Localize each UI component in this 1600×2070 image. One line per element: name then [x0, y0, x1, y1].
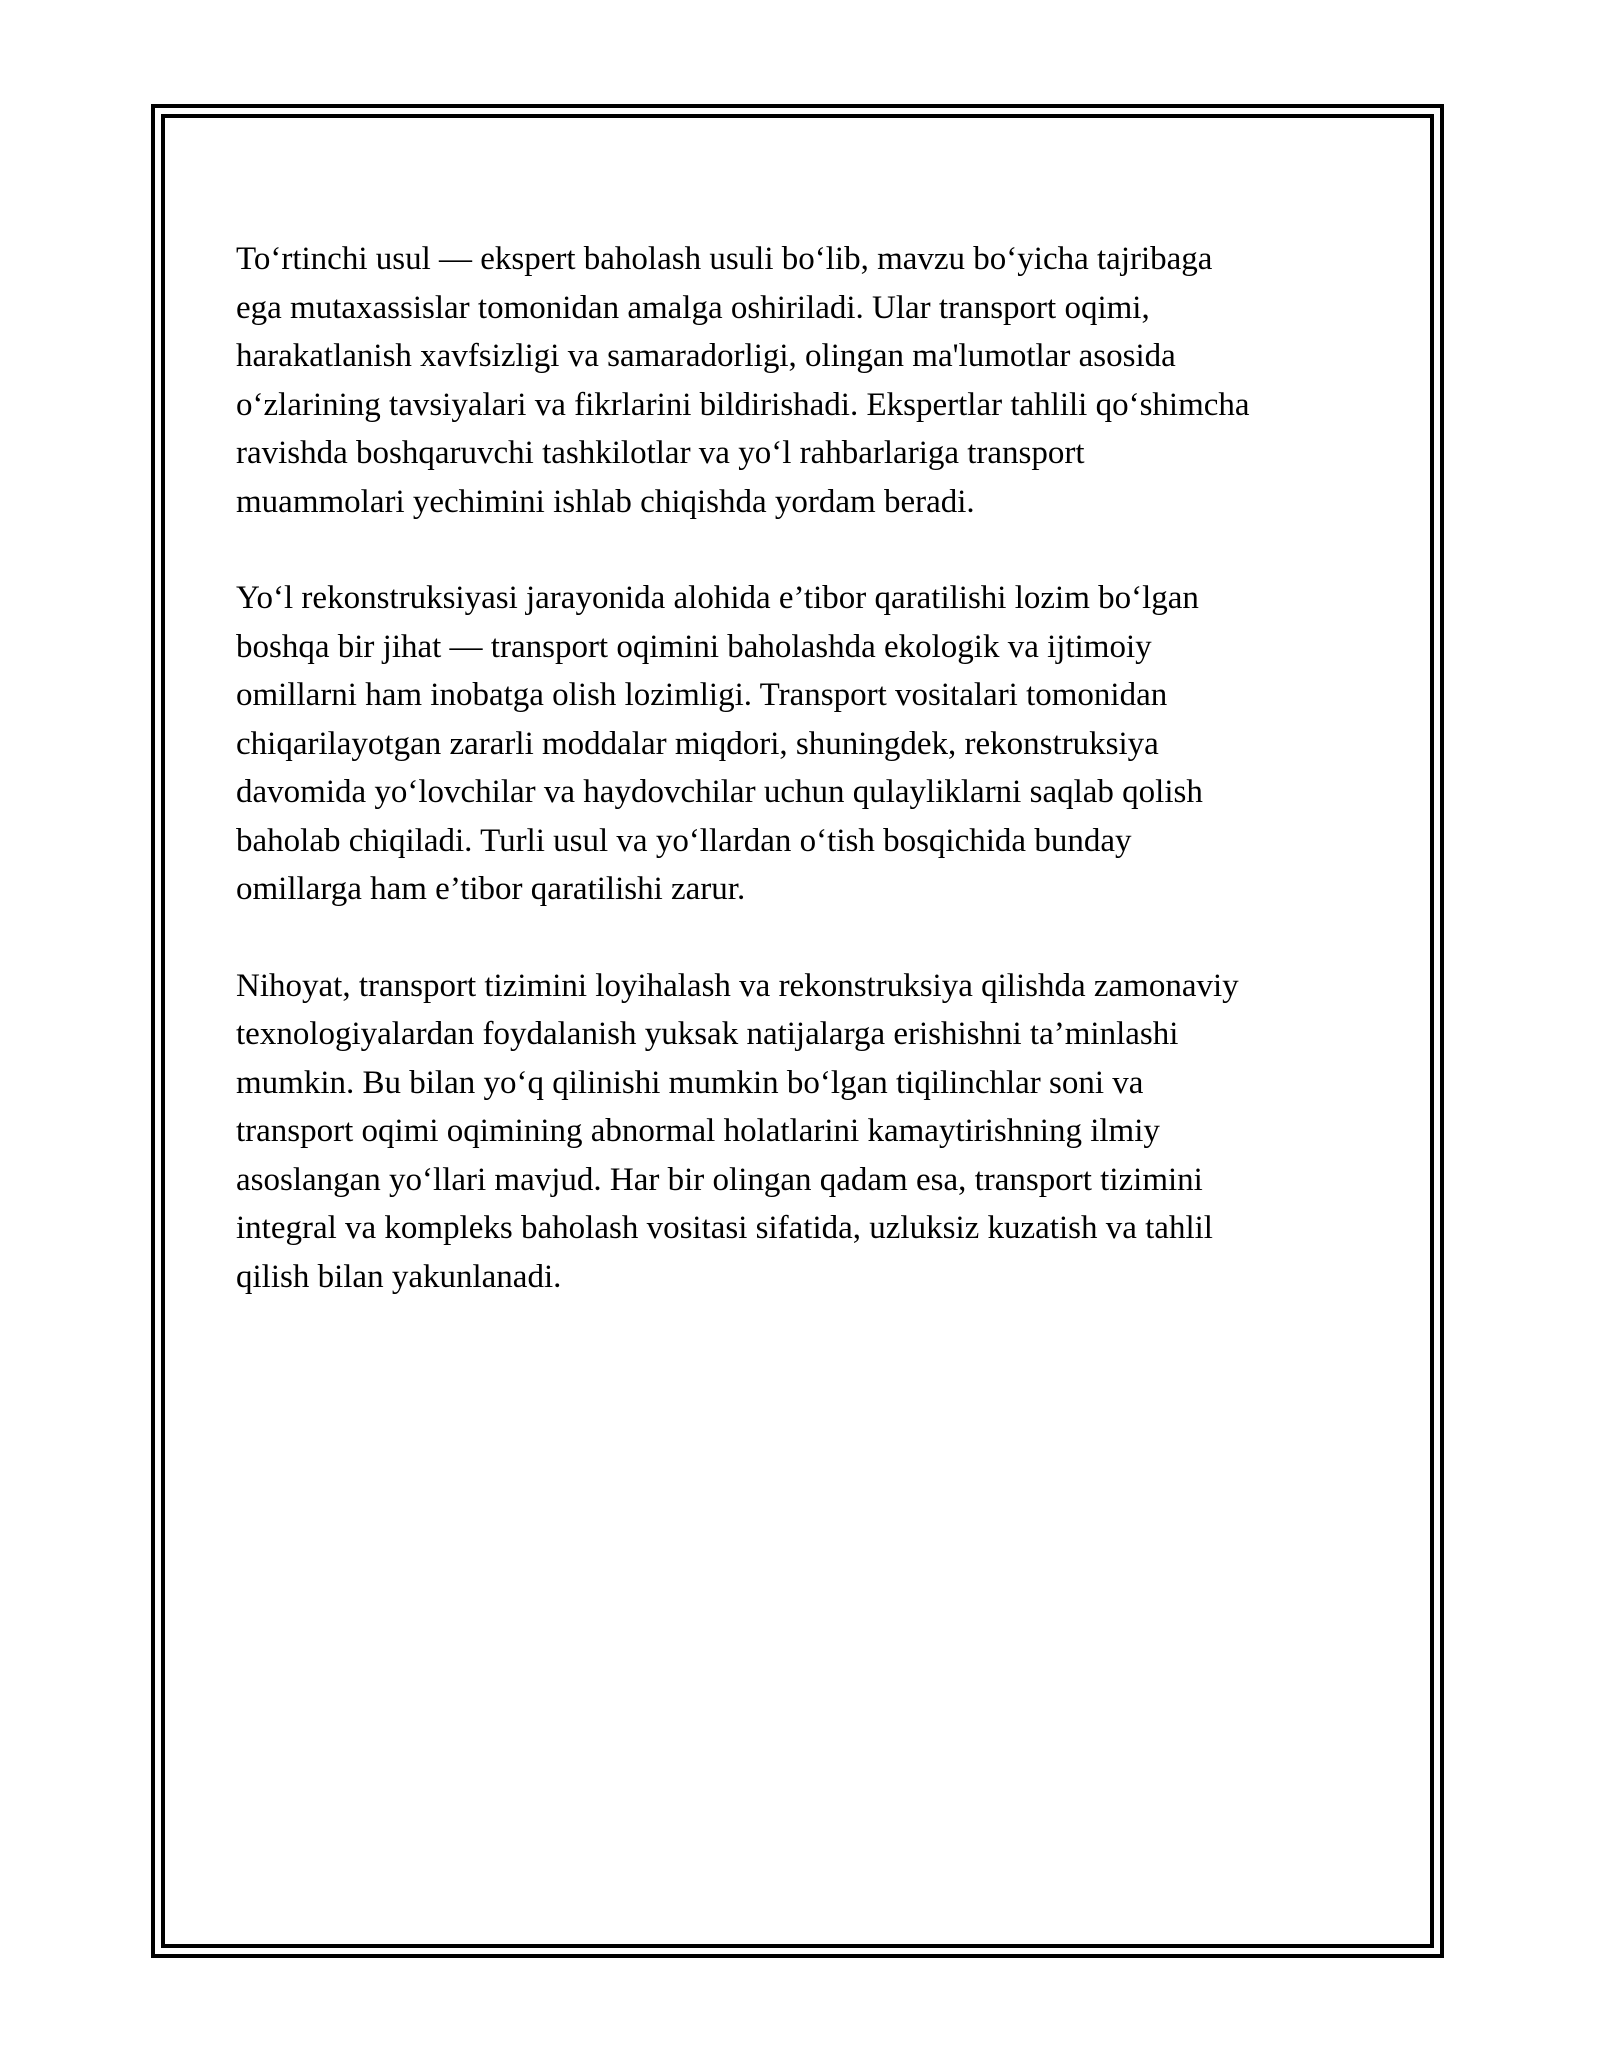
paragraph-2	[236, 574, 1376, 914]
text-line: muammolari yechimini ishlab chiqishda yordam beradi.	[236, 483, 975, 520]
text-line: baholab chiqiladi. Turli usul va yo‘llardan o‘tish bosqichida bunday	[236, 822, 1132, 859]
text-line: mumkin. Bu bilan yo‘q qilinishi mumkin bo‘lgan tiqilinchlar soni va	[236, 1064, 1144, 1101]
text-line: omillarni ham inobatga olish lozimligi. Transport vositalari tomonidan	[236, 677, 1168, 713]
text-line: To‘rtinchi usul — ekspert baholash usuli bo‘lib, mavzu bo‘yicha tajribaga	[236, 241, 1213, 277]
text-line: ravishda boshqaruvchi tashkilotlar va yo‘l rahbarlariga transport	[236, 435, 1085, 471]
paragraph-3	[236, 962, 1376, 1302]
text-line: boshqa bir jihat — transport oqimini baholashda ekologik va ijtimoiy	[236, 628, 1152, 665]
text-line: Nihoyat, transport tizimini loyihalash va rekonstruksiya qilishda zamonaviy	[236, 967, 1239, 1004]
text-line: transport oqimi oqimining abnormal holatlarini kamaytirishning ilmiy	[236, 1113, 1160, 1149]
text-line: chiqarilayotgan zararli moddalar miqdori, shuningdek, rekonstruksiya	[236, 725, 1159, 762]
document-body	[236, 235, 1376, 1349]
text-line: integral va kompleks baholash vositasi sifatida, uzluksiz kuzatish va tahlil	[236, 1210, 1213, 1246]
text-line: davomida yo‘lovchilar va haydovchilar uchun qulayliklarni saqlab qolish	[236, 774, 1203, 810]
text-line: qilish bilan yakunlanadi.	[236, 1258, 562, 1295]
text-line: harakatlanish xavfsizligi va samaradorligi, olingan ma'lumotlar asosida	[236, 338, 1176, 374]
text-line: asoslangan yo‘llari mavjud. Har bir olingan qadam esa, transport tizimini	[236, 1161, 1203, 1198]
text-line: Yo‘l rekonstruksiyasi jarayonida alohida e’tibor qaratilishi lozim bo‘lgan	[236, 580, 1199, 616]
text-line: o‘zlarining tavsiyalari va fikrlarini bildirishadi. Ekspertlar tahlili qo‘shimcha	[236, 386, 1250, 423]
paragraph-1	[236, 235, 1376, 526]
text-line: texnologiyalardan foydalanish yuksak natijalarga erishishni ta’minlashi	[236, 1016, 1179, 1052]
text-line: omillarga ham e’tibor qaratilishi zarur.	[236, 871, 746, 907]
text-line: ega mutaxassislar tomonidan amalga oshiriladi. Ular transport oqimi,	[236, 289, 1150, 326]
